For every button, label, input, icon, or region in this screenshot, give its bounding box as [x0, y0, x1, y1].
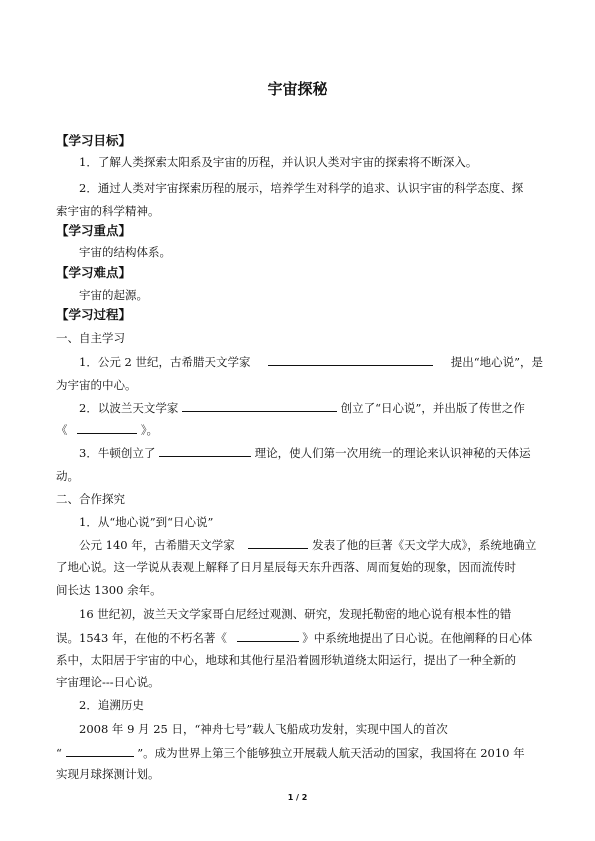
question-3-text-a: 3．牛顿创立了	[79, 446, 156, 460]
section-self-study: 一、自主学习	[56, 331, 125, 345]
paragraph-1-line2: 了地心说。这一学说从表观上解释了日月星辰每天东升西落、周而复始的现象，因而流传时	[56, 560, 516, 574]
paragraph-1-line3: 间长达 1300 余年。	[56, 583, 162, 597]
paragraph-2-line3: 系中，太阳居于宇宙的中心，地球和其他行星沿着圆形轨道绕太阳运行，提出了一种全新的	[56, 653, 516, 667]
process-header: 【学习过程】	[56, 307, 132, 322]
difficulties-header: 【学习难点】	[56, 265, 132, 280]
question-2-line2	[56, 421, 158, 438]
objective-1: 1．了解人类探索太阳系及宇宙的历程，并认识人类对宇宙的探索将不断深入。	[79, 155, 478, 169]
paragraph-3-text-b: ”。成为世界上第三个能够独立开展载人航天活动的国家，我国将在 2010 年	[137, 746, 525, 760]
answer-blank-5[interactable]	[248, 536, 308, 549]
question-1-text-b: 提出“地心说”，是	[450, 355, 544, 369]
objectives-header: 【学习目标】	[56, 133, 132, 148]
paragraph-3-text-a: “	[56, 746, 62, 760]
answer-blank-3[interactable]	[77, 421, 137, 434]
objective-2-line1: 2．通过人类对宇宙探索历程的展示，培养学生对科学的追求、认识宇宙的科学态度、探	[79, 181, 524, 195]
question-1-line1	[79, 353, 543, 370]
page-title: 宇宙探秘	[267, 80, 328, 98]
subsection-1: 1．从“地心说”到“日心说”	[79, 515, 214, 529]
question-2-text-b: 创立了“日心说”，并出版了传世之作	[340, 401, 525, 415]
question-2-text-d: 》。	[140, 423, 159, 437]
page-number: 1 / 2	[287, 793, 308, 802]
paragraph-1-text-b: 发表了他的巨著《天文学大成》，系统地确立	[312, 538, 537, 552]
question-2-text-c: 《	[56, 423, 68, 437]
answer-blank-6[interactable]	[237, 629, 299, 642]
answer-blank-2[interactable]	[182, 399, 337, 412]
question-1-text-a: 1．公元 2 世纪，古希腊天文学家	[79, 355, 251, 369]
paragraph-2-line2	[56, 629, 532, 646]
question-3-line2: 动。	[56, 469, 79, 483]
subsection-2: 2．追溯历史	[79, 698, 144, 712]
question-2-line1	[79, 399, 525, 416]
key-points-header: 【学习重点】	[56, 223, 132, 238]
paragraph-1-text-a: 公元 140 年，古希腊天文学家	[79, 538, 235, 552]
key-points-text: 宇宙的结构体系。	[79, 245, 171, 259]
section-cooperative-inquiry: 二、合作探究	[56, 492, 125, 506]
answer-blank-7[interactable]	[66, 744, 134, 757]
paragraph-2-line4: 宇宙理论---日心说。	[56, 675, 160, 689]
paragraph-3-line3: 实现月球探测计划。	[56, 767, 160, 781]
question-3-line1	[79, 444, 531, 461]
paragraph-1-line1	[79, 536, 536, 553]
answer-blank-1[interactable]	[268, 353, 433, 366]
question-1-line2: 为宇宙的中心。	[56, 378, 137, 392]
question-3-text-b: 理论，使人们第一次用统一的理论来认识神秘的天体运	[254, 446, 531, 460]
paragraph-2-line1: 16 世纪初，波兰天文学家哥白尼经过观测、研究，发现托勒密的地心说有根本性的错	[79, 607, 512, 621]
paragraph-2-text-a: 误。1543 年，在他的不朽名著《	[56, 631, 227, 645]
question-2-text-a: 2．以波兰天文学家	[79, 401, 179, 415]
answer-blank-4[interactable]	[159, 444, 251, 457]
paragraph-2-text-b: 》中系统地提出了日心说。在他阐释的日心体	[302, 631, 533, 645]
difficulties-text: 宇宙的起源。	[79, 288, 148, 302]
paragraph-3-line2	[56, 744, 525, 761]
paragraph-3-line1: 2008 年 9 月 25 日，“神舟七号”载人飞船成功发射，实现中国人的首次	[79, 722, 448, 736]
objective-2-line2: 索宇宙的科学精神。	[56, 204, 160, 218]
